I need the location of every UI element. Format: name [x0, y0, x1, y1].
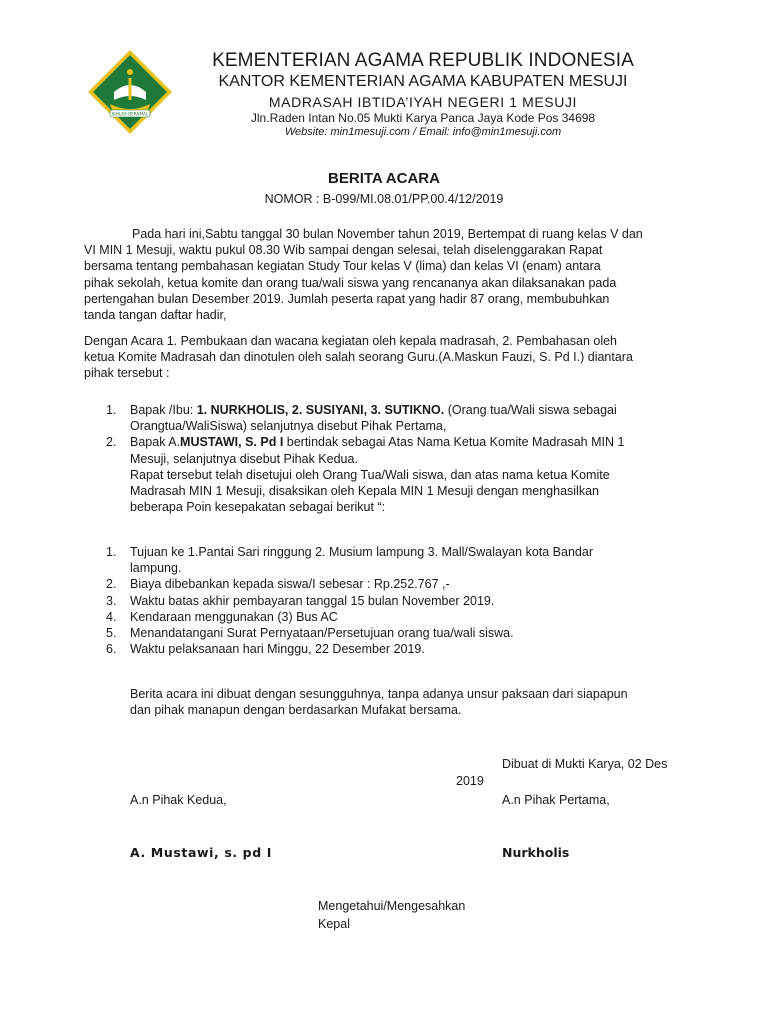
party-1-role: (Orang tua/Wali siswa sebagai [444, 403, 617, 417]
list-number: 1. [106, 545, 117, 559]
intro-line: bersama tentang pembahasan kegiatan Study Tour kelas V (lima) dan kelas VI (enam) antara [84, 259, 601, 274]
ministry-name: KEMENTERIAN AGAMA REPUBLIK INDONESIA [212, 50, 634, 71]
party-2-name: MUSTAWI, S. Pd I [180, 435, 284, 450]
agreement-text: Biaya dibebankan kepada siswa/I sebesar : Rp.252.767 ,- [130, 577, 450, 592]
party-item-2 [84, 434, 714, 515]
school-name: MADRASAH IBTIDA’IYAH NEGERI 1 MESUJI [268, 94, 578, 110]
party-2-extra-line: Madrasah MIN 1 Mesuji, disaksikan oleh Kepala MIN 1 Mesuji dengan menghasilkan [130, 484, 599, 499]
party-1-prefix: Bapak /Ibu: [130, 403, 197, 417]
agenda-line: Dengan Acara 1. Pembukaan dan wacana kegiatan oleh kepala madrasah, 2. Pembahasan oleh [84, 334, 618, 348]
agenda-line: pihak tersebut : [84, 366, 170, 381]
agreement-text: lampung. [130, 561, 182, 576]
intro-line: pertengahan bulan Desember 2019. Jumlah peserta rapat yang hadir 87 orang, membubuhkan [84, 291, 610, 306]
list-number: 6. [106, 642, 117, 657]
agreement-item [84, 576, 714, 592]
party-2-extra-line: beberapa Poin kesepakatan sebagai berikut “: [130, 500, 386, 515]
school-address: Jln.Raden Intan No.05 Mukti Karya Panca Jaya Kode Pos 34698 [250, 111, 596, 125]
place-date: Dibuat di Mukti Karya, 02 Des [502, 757, 668, 771]
agreement-item [84, 609, 714, 625]
intro-line: Pada hari ini,Sabtu tanggal 30 bulan November tahun 2019, Bertempat di ruang kelas V dan [132, 227, 643, 241]
intro-paragraph [84, 226, 714, 323]
office-name: KANTOR KEMENTERIAN AGAMA KABUPATEN MESUJI [218, 73, 628, 90]
list-number: 2. [106, 435, 117, 450]
school-website: Website: min1mesuji.com / Email: info@min1mesuji.com [284, 126, 562, 138]
list-number: 5. [106, 626, 117, 641]
list-number: 2. [106, 577, 117, 592]
agreement-text: Waktu batas akhir pembayaran tanggal 15 bulan November 2019. [130, 593, 495, 608]
approval-role: Kepal [318, 917, 350, 931]
second-party-name: A. Mustawi, s. pd I [130, 845, 272, 860]
closing-paragraph [130, 686, 690, 718]
agreement-item [84, 625, 714, 641]
intro-line: VI MIN 1 Mesuji, waktu pukul 08.30 Wib sampai dengan selesai, telah diselenggarakan Rapat [84, 243, 603, 258]
closing-line: dan pihak manapun dengan berdasarkan Mufakat bersama. [130, 703, 462, 718]
party-1-names: 1. NURKHOLIS, 2. SUSIYANI, 3. SUTIKNO. [196, 403, 445, 417]
document-number: NOMOR : B-099/MI.08.01/PP.00.4/12/2019 [264, 192, 504, 206]
list-number: 3. [106, 593, 117, 608]
first-party-label: A.n Pihak Pertama, [502, 793, 610, 807]
second-party-label: A.n Pihak Kedua, [130, 793, 227, 807]
kemenag-logo [86, 48, 174, 136]
approval-label: Mengetahui/Mengesahkan [318, 899, 466, 913]
list-number: 4. [106, 609, 117, 624]
intro-line: pihak sekolah, ketua komite dan orang tua/wali siswa yang rencananya akan dilaksanakan pada [84, 275, 617, 290]
agreement-item [84, 641, 714, 657]
party-2-line2: Mesuji, selanjutnya disebut Pihak Kedua. [130, 451, 358, 466]
closing-line: Berita acara ini dibuat dengan sesungguhnya, tanpa adanya unsur paksaan dari siapapun [130, 687, 628, 701]
logo-motto: IKHLAS BERAMAL [111, 111, 149, 117]
parties-list [84, 402, 714, 515]
party-2-prefix: Bapak A. [130, 435, 181, 450]
agenda-line: ketua Komite Madrasah dan dinotulen oleh salah seorang Guru.(A.Maskun Fauzi, S. Pd I.) diantara [84, 350, 633, 365]
agreements-list [84, 544, 714, 657]
document-title: BERITA ACARA [328, 170, 440, 187]
party-1-line2: Orangtua/WaliSiswa) selanjutnya disebut Pihak Pertama, [130, 419, 447, 434]
agreement-text: Tujuan ke 1.Pantai Sari ringgung 2. Musium lampung 3. Mall/Swalayan kota Bandar [130, 545, 593, 559]
list-number: 1. [106, 403, 117, 417]
agreement-text: Menandatangani Surat Pernyataan/Persetujuan orang tua/wali siswa. [130, 626, 514, 641]
agenda-paragraph [84, 333, 714, 382]
party-2-role: bertindak sebagai Atas Nama Ketua Komite Madrasah MIN 1 [283, 435, 625, 450]
intro-line: tanda tangan daftar hadir, [84, 308, 227, 323]
agreement-text: Kendaraan menggunakan (3) Bus AC [130, 609, 338, 624]
party-item-1 [84, 402, 714, 434]
party-2-extra-line: Rapat tersebut telah disetujui oleh Orang Tua/Wali siswa, dan atas nama ketua Komite [130, 467, 610, 482]
place-date-year: 2019 [456, 774, 484, 788]
agreement-text: Waktu pelaksanaan hari Minggu, 22 Desember 2019. [130, 642, 425, 657]
agreement-item [84, 544, 714, 576]
agreement-item [84, 593, 714, 609]
first-party-name: Nurkholis [502, 845, 570, 860]
